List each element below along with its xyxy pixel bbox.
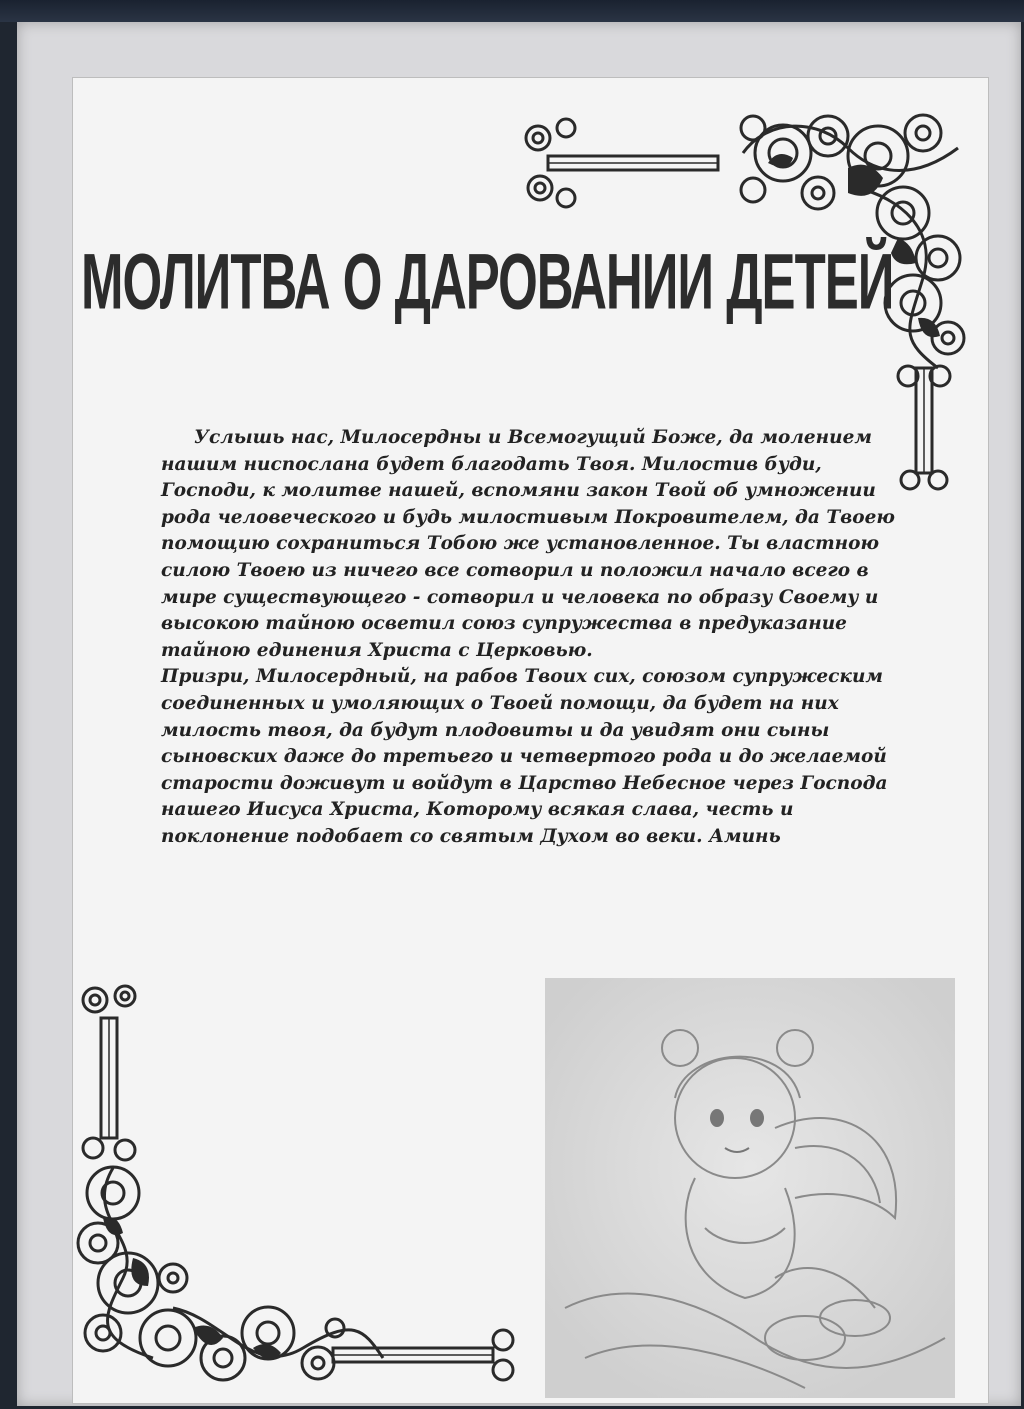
prayer-paragraph: Услышь нас, Милосердны и Всемогущий Боже, да молением нашим ниспослана будет благодать Твоя. Милостив буди, Господи, к молитве нашей, вспомяни закон Твой об умножении рода человеческого и будь милостивым Покровителем, да Твоею помощию сохраниться Тобою же установленное. Ты властною силою Твоею из ничего все сотворил и положил начало всего в мире существующего - сотворил и человека по образу Своему и высокою тайною осветил союз супружества в предуказание тайною единения Христа с Церковью. (161, 427, 895, 661)
scanner-top-bar (0, 0, 1024, 22)
prayer-text (161, 425, 901, 851)
angel-child-icon (545, 978, 955, 1398)
page-title: МОЛИТВА О ДАРОВАНИИ ДЕТЕЙ (81, 237, 894, 326)
angel-illustration (545, 978, 955, 1398)
scanned-sheet (17, 22, 1021, 1406)
prayer-page (72, 77, 989, 1404)
prayer-paragraph: Призри, Милосердный, на рабов Твоих сих, союзом супружеским соединенных и умоляющих о Твоей помощи, да будет на них милость твоя, да будут плодовиты и да увидят они сыны сыновских даже до третьего и четвертого рода и до желаемой старости доживут и войдут в Царство Небесное через Господа нашего Иисуса Христа, Которому всякая слава, честь и поклонение подобает со святым Духом во веки. Аминь (161, 666, 888, 847)
bottom-left-corner-ornament-icon (73, 978, 523, 1398)
